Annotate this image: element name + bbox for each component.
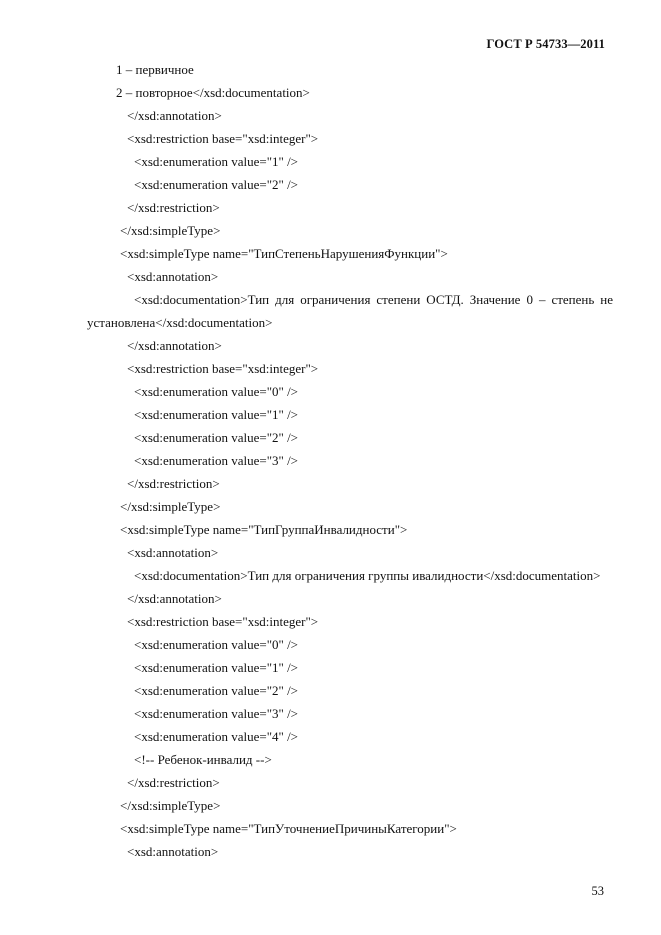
code-line: <xsd:simpleType name="ТипУточнениеПричиныКатегории"> xyxy=(120,821,457,836)
code-comment: <!-- Ребенок-инвалид --> xyxy=(134,752,272,767)
code-line: <xsd:enumeration value="0" /> xyxy=(134,637,299,652)
code-line: <xsd:simpleType name="ТипГруппаИнвалидности"> xyxy=(120,522,408,537)
code-line: </xsd:simpleType> xyxy=(120,223,221,238)
code-line: </xsd:annotation> xyxy=(127,108,222,123)
code-line: <xsd:enumeration value="4" /> xyxy=(134,729,299,744)
code-line: </xsd:restriction> xyxy=(127,775,220,790)
code-line: <xsd:documentation>Тип для ограничения группы ивалидности</xsd:documentation> xyxy=(134,568,601,583)
code-line: <xsd:enumeration value="2" /> xyxy=(134,430,299,445)
code-line: </xsd:annotation> xyxy=(127,591,222,606)
code-line: </xsd:simpleType> xyxy=(120,499,221,514)
code-line: <xsd:enumeration value="1" /> xyxy=(134,660,299,675)
code-line: </xsd:annotation> xyxy=(127,338,222,353)
code-line: <xsd:enumeration value="1" /> xyxy=(134,154,299,169)
document-header: ГОСТ Р 54733—2011 xyxy=(486,37,605,51)
code-line: <xsd:annotation> xyxy=(127,844,219,859)
page-number: 53 xyxy=(591,884,604,898)
code-line: <xsd:documentation>Тип для ограничения степени ОСТД. Значение 0 – степень не xyxy=(134,292,613,307)
code-line: <xsd:annotation> xyxy=(127,545,219,560)
code-line: <xsd:restriction base="xsd:integer"> xyxy=(127,131,319,146)
code-line: <xsd:enumeration value="3" /> xyxy=(134,453,299,468)
code-line: </xsd:restriction> xyxy=(127,200,220,215)
code-line: <xsd:enumeration value="0" /> xyxy=(134,384,299,399)
code-line: <xsd:enumeration value="3" /> xyxy=(134,706,299,721)
code-line: <xsd:enumeration value="2" /> xyxy=(134,683,299,698)
code-line: <xsd:simpleType name="ТипСтепеньНарушенияФункции"> xyxy=(120,246,448,261)
code-line: <xsd:annotation> xyxy=(127,269,219,284)
code-line: </xsd:restriction> xyxy=(127,476,220,491)
code-line: <xsd:enumeration value="2" /> xyxy=(134,177,299,192)
text-line: 2 – повторное</xsd:documentation> xyxy=(116,85,310,100)
code-line: <xsd:restriction base="xsd:integer"> xyxy=(127,614,319,629)
code-line: </xsd:simpleType> xyxy=(120,798,221,813)
code-line: <xsd:enumeration value="1" /> xyxy=(134,407,299,422)
text-line: 1 – первичное xyxy=(116,62,194,77)
code-line: установлена</xsd:documentation> xyxy=(87,315,273,330)
code-line: <xsd:restriction base="xsd:integer"> xyxy=(127,361,319,376)
